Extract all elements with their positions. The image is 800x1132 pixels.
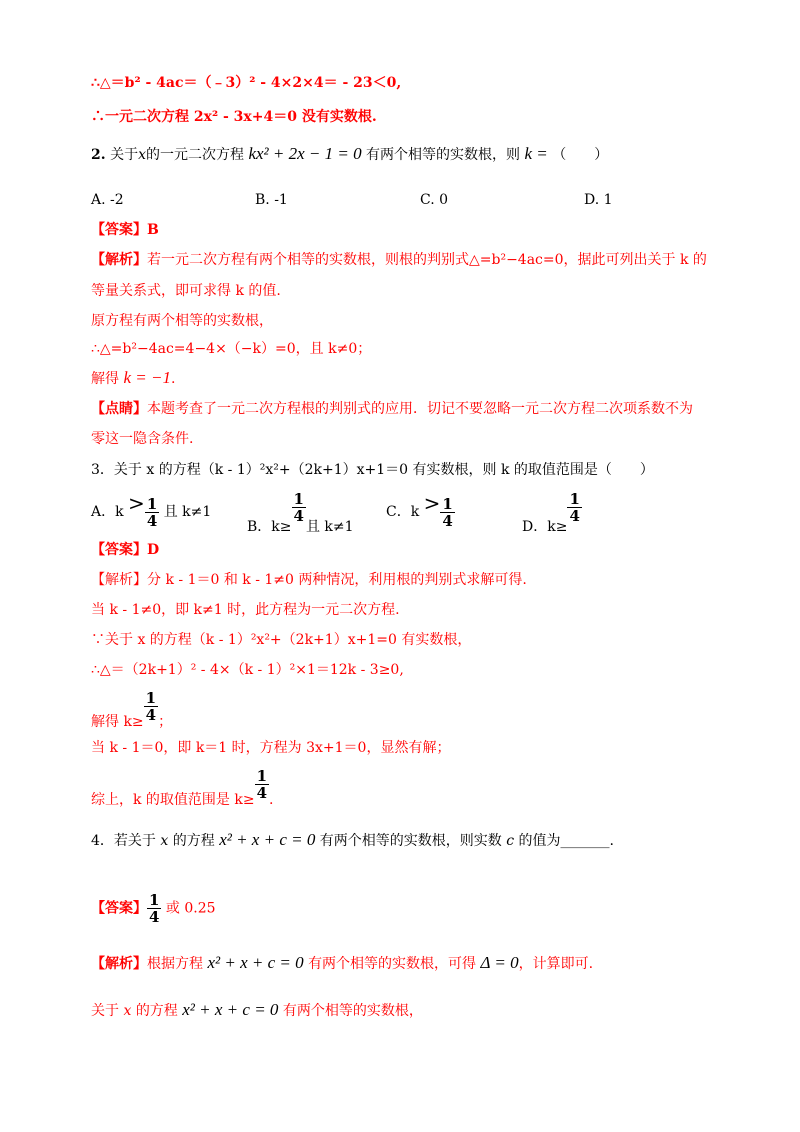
q3-analysis-7-fraction bbox=[255, 768, 269, 801]
q4-answer-post: 或 0.25 bbox=[165, 900, 216, 917]
q4-analysis-var-x: x bbox=[123, 1003, 132, 1019]
q3-analysis-7-pre: 综上，k 的取值范围是 k≥ bbox=[91, 792, 255, 808]
q4-analysis-1-mid: 有两个相等的实数根，可得 bbox=[308, 956, 477, 972]
q2-analysis-tag: 【解析】 bbox=[91, 252, 147, 268]
q3-analysis-5-post: ； bbox=[158, 714, 173, 730]
q3-option-a-sign: > bbox=[128, 491, 145, 515]
q2-stem-pre: 关于 bbox=[110, 147, 139, 163]
q2-option-a: A. -2 bbox=[91, 192, 124, 208]
fraction-denominator: 4 bbox=[145, 706, 157, 724]
q4-analysis-equation: x² + x + c = 0 bbox=[207, 953, 304, 972]
q4-var-c: c bbox=[506, 833, 515, 849]
q4-analysis-1 bbox=[91, 953, 593, 974]
q4-analysis-2-equation: x² + x + c = 0 bbox=[182, 1000, 279, 1019]
q2-option-d: D. 1 bbox=[584, 192, 613, 208]
q2-var-x: x bbox=[138, 147, 146, 163]
q2-analysis-5 bbox=[91, 368, 175, 389]
fraction-denominator: 4 bbox=[569, 507, 580, 525]
q4-equation: x² + x + c = 0 bbox=[219, 830, 316, 849]
q3-answer: 【答案】D bbox=[91, 542, 160, 558]
fraction-numerator: 1 bbox=[145, 689, 157, 707]
q3-option-a-label: A．k bbox=[91, 504, 124, 520]
q3-option-a-fraction bbox=[145, 496, 159, 529]
q3-option-b-post: 且 k≠1 bbox=[305, 519, 354, 535]
q3-option-b-label: B．k≥ bbox=[247, 519, 292, 535]
q4-analysis-delta: Δ = 0 bbox=[480, 953, 519, 972]
q3-option-c-label: C．k bbox=[386, 504, 420, 520]
fraction-numerator: 1 bbox=[146, 494, 158, 513]
q2-paren: （ ） bbox=[552, 147, 609, 163]
q4-analysis-1-pre: 根据方程 bbox=[147, 956, 203, 972]
q4-analysis-2 bbox=[91, 1000, 423, 1021]
q3-analysis-1: 【解析】分 k - 1＝0 和 k - 1≠0 两种情况，利用根的判别式求解可得. bbox=[91, 572, 527, 588]
q2-comment-2: 零这一隐含条件. bbox=[91, 431, 194, 447]
q4-stem bbox=[91, 830, 614, 851]
q3-option-a-post: 且 k≠1 bbox=[163, 504, 212, 520]
q2-analysis-5-post: . bbox=[170, 371, 176, 387]
q3-option-d-fraction bbox=[567, 491, 581, 524]
fraction-denominator: 4 bbox=[149, 908, 160, 926]
q3-analysis-2: 当 k - 1≠0，即 k≠1 时，此方程为一元二次方程. bbox=[91, 602, 400, 618]
intro-line-1: ∴△＝b² - 4ac＝（﹣3）² - 4×2×4＝ - 23＜0, bbox=[91, 75, 402, 91]
q2-stem bbox=[91, 144, 608, 165]
q3-option-d-label: D．k≥ bbox=[522, 519, 568, 535]
q3-analysis-4: ∴△＝（2k+1）² - 4×（k - 1）²×1＝12k - 3≥0, bbox=[91, 662, 404, 678]
q2-option-c: C. 0 bbox=[420, 192, 449, 208]
q4-analysis-1-post: ，计算即可. bbox=[518, 956, 594, 972]
q2-comment-1-text: 本题考查了一元二次方程根的判别式的应用．切记不要忽略一元二次方程二次项系数不为 bbox=[147, 401, 693, 417]
q3-analysis-7-post: . bbox=[269, 792, 274, 808]
q2-analysis-2: 等量关系式，即可求得 k 的值. bbox=[91, 283, 281, 299]
q2-analysis-1 bbox=[91, 250, 707, 270]
q3-option-b-fraction bbox=[292, 491, 306, 524]
q2-number: 2. bbox=[91, 147, 106, 163]
q4-analysis-2-mid: 的方程 bbox=[135, 1003, 178, 1019]
q4-stem-end: 的值为_______. bbox=[518, 833, 614, 849]
fraction-denominator: 4 bbox=[293, 507, 304, 525]
q2-analysis-5-pre: 解得 bbox=[91, 371, 119, 387]
q2-answer: 【答案】B bbox=[91, 222, 159, 238]
q4-answer-fraction bbox=[147, 892, 161, 925]
fraction-denominator: 4 bbox=[442, 511, 453, 530]
q3-option-c bbox=[386, 491, 455, 529]
q3-option-d bbox=[522, 491, 582, 536]
q2-stem-post: 有两个相等的实数根，则 bbox=[366, 147, 521, 163]
q2-analysis-3: 原方程有两个相等的实数根， bbox=[91, 313, 273, 329]
q3-analysis-3: ∵关于 x 的方程（k - 1）²x²+（2k+1）x+1=0 有实数根， bbox=[91, 632, 472, 648]
q2-analysis-5-eq: k = −1 bbox=[123, 368, 171, 387]
intro-line-2: ∴一元二次方程 2x² - 3x+4＝0 没有实数根. bbox=[91, 109, 377, 125]
q4-stem-pre: 4．若关于 bbox=[91, 833, 156, 849]
fraction-numerator: 1 bbox=[293, 490, 304, 508]
q3-analysis-7 bbox=[91, 768, 274, 810]
q2-equation: kx² + 2x − 1 = 0 bbox=[248, 144, 362, 163]
q4-stem-post: 有两个相等的实数根，则实数 bbox=[319, 833, 502, 849]
q2-analysis-4: ∴△=b²−4ac=4−4×（−k）=0，且 k≠0； bbox=[91, 341, 372, 357]
q4-answer-tag: 【答案】 bbox=[91, 900, 147, 917]
fraction-numerator: 1 bbox=[442, 494, 453, 513]
q3-analysis-5-pre: 解得 k≥ bbox=[91, 714, 144, 730]
q2-comment-1 bbox=[91, 399, 693, 419]
q3-option-c-sign: > bbox=[423, 491, 441, 515]
q2-k-equals: k = bbox=[524, 144, 548, 163]
q2-option-b: B. -1 bbox=[255, 192, 288, 208]
q3-option-c-fraction bbox=[440, 496, 454, 529]
q3-analysis-5-fraction bbox=[144, 690, 158, 723]
q4-analysis-2-pre: 关于 bbox=[91, 1003, 119, 1019]
q2-analysis-1-text: 若一元二次方程有两个相等的实数根，则根的判别式△=b²−4ac=0，据此可列出关于 k 的 bbox=[147, 252, 707, 268]
q3-option-b bbox=[247, 491, 354, 536]
q4-analysis-tag: 【解析】 bbox=[91, 956, 147, 972]
q3-stem: 3．关于 x 的方程（k - 1）²x²+（2k+1）x+1＝0 有实数根，则 k 的取值范围是（ ） bbox=[91, 462, 654, 478]
q4-var-x: x bbox=[160, 833, 169, 849]
fraction-numerator: 1 bbox=[256, 767, 268, 785]
fraction-denominator: 4 bbox=[146, 511, 158, 530]
q4-analysis-2-post: 有两个相等的实数根， bbox=[282, 1003, 423, 1019]
q3-option-a bbox=[91, 491, 211, 529]
q4-stem-mid: 的方程 bbox=[172, 833, 215, 849]
q2-stem-mid: 的一元二次方程 bbox=[145, 147, 244, 163]
q3-analysis-5 bbox=[91, 690, 172, 732]
q2-comment-tag: 【点睛】 bbox=[91, 401, 147, 417]
fraction-numerator: 1 bbox=[569, 490, 580, 508]
q3-analysis-6: 当 k - 1＝0，即 k＝1 时，方程为 3x+1＝0，显然有解； bbox=[91, 740, 451, 756]
fraction-denominator: 4 bbox=[256, 784, 268, 802]
q4-answer bbox=[91, 892, 216, 925]
fraction-numerator: 1 bbox=[149, 891, 160, 909]
